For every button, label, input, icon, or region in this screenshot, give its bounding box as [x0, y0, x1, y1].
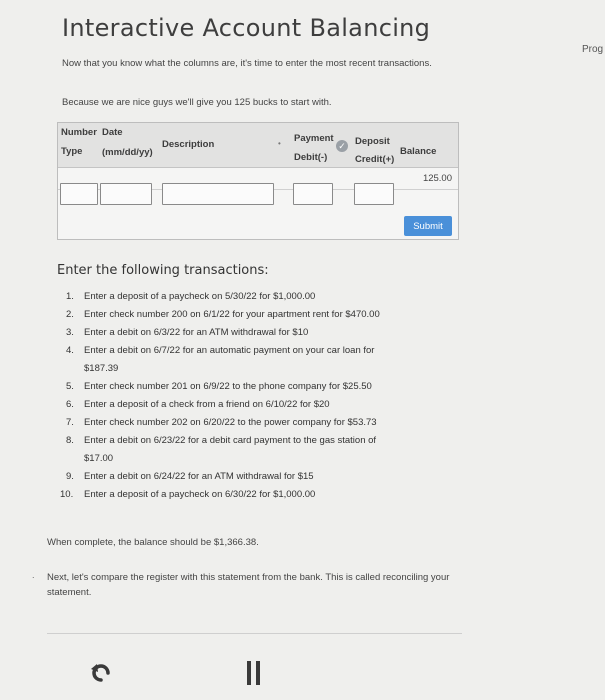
transaction-list — [60, 288, 466, 504]
check-register — [57, 122, 459, 240]
credit-input[interactable] — [354, 183, 394, 205]
debit-input[interactable] — [293, 183, 333, 205]
list-item-text: Enter a debit on 6/7/22 for an automatic payment on your car loan for — [84, 345, 375, 356]
list-item-number: 10. — [60, 489, 74, 500]
list-item-continuation: $187.39 — [84, 363, 119, 374]
page-title: Interactive Account Balancing — [62, 14, 431, 42]
list-item-text: Enter a deposit of a check from a friend on 6/10/22 for $20 — [84, 399, 330, 410]
list-item — [66, 378, 466, 396]
list-item-number: 2. — [66, 309, 74, 320]
list-item-number: 4. — [66, 345, 74, 356]
list-item — [66, 396, 466, 414]
header-description: Description — [162, 139, 215, 150]
header-date: Date — [102, 127, 123, 138]
list-item-number: 6. — [66, 399, 74, 410]
starting-balance: 125.00 — [422, 173, 452, 184]
list-item-text: Enter a deposit of a paycheck on 5/30/22 for $1,000.00 — [84, 291, 316, 302]
list-item-text: Enter check number 202 on 6/20/22 to the power company for $53.73 — [84, 417, 377, 428]
list-item — [66, 432, 466, 468]
list-item — [66, 306, 466, 324]
list-item-number: 3. — [66, 327, 74, 338]
side-tab-label[interactable]: Prog — [582, 44, 604, 55]
list-item — [66, 288, 466, 306]
pause-icon[interactable] — [247, 661, 261, 685]
instructions-title: Enter the following transactions: — [57, 263, 269, 278]
intro-text: Now that you know what the columns are, it's time to enter the most recent transactions. — [62, 58, 432, 69]
list-item-number: 5. — [66, 381, 74, 392]
separator-dot: • — [278, 139, 281, 148]
divider — [47, 633, 462, 634]
list-item-text: Enter check number 201 on 6/9/22 to the phone company for $25.50 — [84, 381, 372, 392]
back-arrow-icon[interactable] — [88, 660, 114, 686]
header-debit: Debit(-) — [294, 152, 328, 163]
list-item-number: 9. — [66, 471, 74, 482]
list-item — [66, 468, 466, 486]
header-number: Number — [61, 127, 97, 138]
header-balance: Balance — [400, 146, 437, 157]
bullet-icon: . — [32, 570, 35, 580]
description-input[interactable] — [162, 183, 274, 205]
starting-funds-text: Because we are nice guys we'll give you 125 bucks to start with. — [62, 97, 332, 108]
list-item-number: 7. — [66, 417, 74, 428]
completion-note: When complete, the balance should be $1,366.38. — [47, 537, 259, 548]
header-payment: Payment — [294, 133, 334, 144]
list-item-text: Enter a debit on 6/24/22 for an ATM withdrawal for $15 — [84, 471, 314, 482]
type-input[interactable] — [60, 183, 98, 205]
list-item — [66, 342, 466, 378]
list-item — [60, 486, 466, 504]
list-item-number: 1. — [66, 291, 74, 302]
list-item-text: Enter a deposit of a paycheck on 6/30/22 for $1,000.00 — [84, 489, 316, 500]
list-item-text: Enter a debit on 6/23/22 for a debit card payment to the gas station of — [84, 435, 377, 446]
check-circle-icon: ✓ — [336, 140, 348, 152]
list-item-text: Enter check number 200 on 6/1/22 for your apartment rent for $470.00 — [84, 309, 380, 320]
list-item-continuation: $17.00 — [84, 453, 114, 464]
list-item — [66, 414, 466, 432]
header-credit: Credit(+) — [355, 154, 395, 165]
header-type: Type — [61, 146, 83, 157]
list-item-text: Enter a debit on 6/3/22 for an ATM withdrawal for $10 — [84, 327, 309, 338]
header-date-format: (mm/dd/yy) — [102, 147, 153, 158]
submit-button[interactable]: Submit — [404, 216, 452, 236]
list-item-number: 8. — [66, 435, 74, 446]
register-header — [58, 123, 458, 168]
header-deposit: Deposit — [355, 136, 390, 147]
next-step-note: Next, let's compare the register with this statement from the bank. This is called reconciling your statement. — [47, 572, 450, 598]
list-item — [66, 324, 466, 342]
date-input[interactable] — [100, 183, 152, 205]
